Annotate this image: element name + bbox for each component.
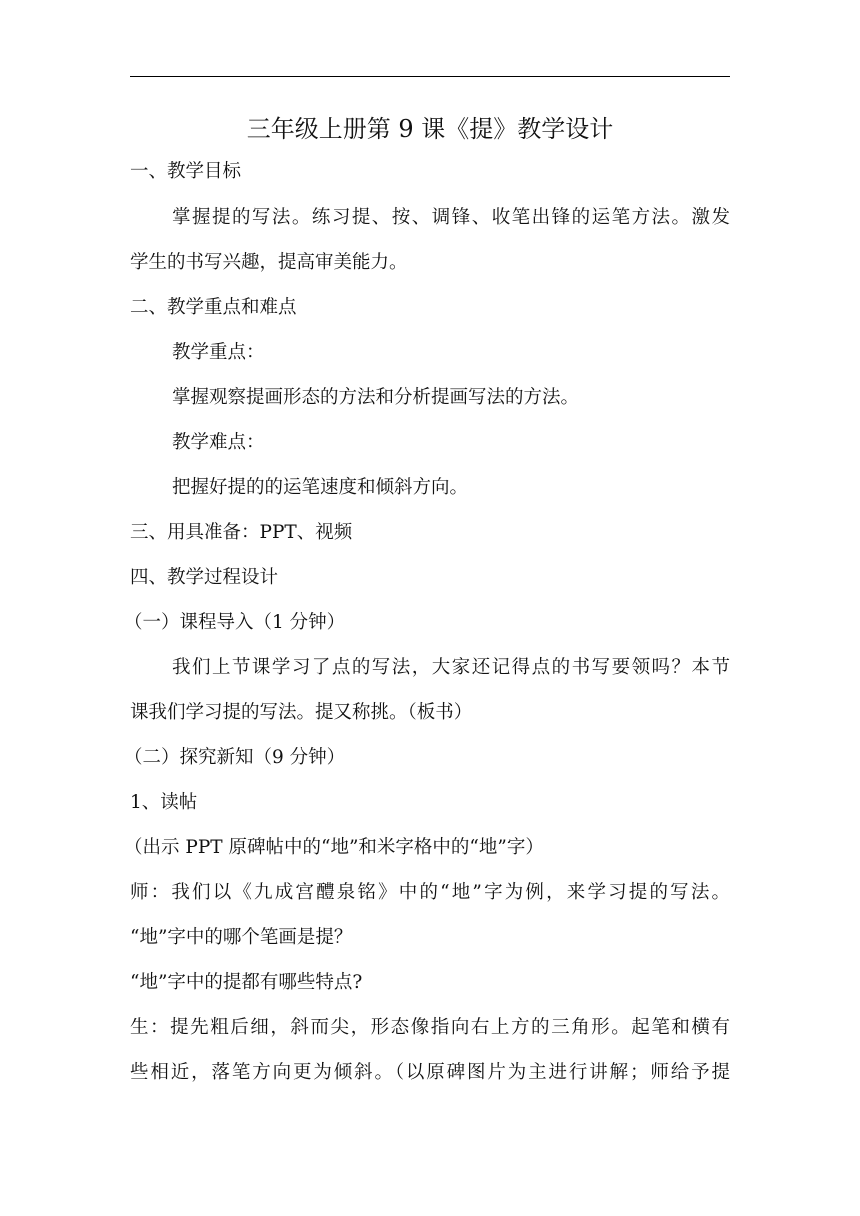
paragraph-line: “地”字中的提都有哪些特点?: [130, 972, 363, 993]
paragraph-line: 我们上节课学习了点的写法，大家还记得点的书写要领吗？本节: [172, 657, 730, 678]
document-title: 三年级上册第 9 课《提》教学设计: [246, 115, 614, 143]
section-heading-materials: 三、用具准备：PPT、视频: [130, 522, 353, 543]
paragraph-line: 些相近，落笔方向更为倾斜。（以原碑图片为主进行讲解；师给予提: [130, 1062, 730, 1083]
header-rule: [130, 76, 730, 77]
subsection-heading-intro: （一）课程导入（1 分钟）: [124, 612, 346, 633]
section-heading-objectives: 一、教学目标: [130, 161, 242, 182]
paragraph-line: 课我们学习提的写法。提又称挑。（板书）: [130, 702, 473, 723]
subheading-key-point: 教学重点：: [172, 342, 265, 363]
section-heading-key-points: 二、教学重点和难点: [130, 297, 297, 318]
paragraph-line: 生：提先粗后细，斜而尖，形态像指向右上方的三角形。起笔和横有: [130, 1017, 730, 1038]
subheading-difficulty: 教学难点：: [172, 432, 265, 453]
paragraph-line: （出示 PPT 原碑帖中的“地”和米字格中的“地”字）: [124, 837, 544, 858]
subsection-heading-explore: （二）探究新知（9 分钟）: [124, 747, 346, 768]
paragraph-line: “地”字中的哪个笔画是提？: [130, 927, 353, 948]
paragraph-line: 把握好提的的运笔速度和倾斜方向。: [172, 477, 469, 498]
item-heading-read: 1、读帖: [130, 792, 198, 813]
paragraph-line: 掌握提的写法。练习提、按、调锋、收笔出锋的运笔方法。激发: [172, 207, 730, 228]
section-heading-process: 四、教学过程设计: [130, 567, 279, 588]
paragraph-line: 学生的书写兴趣，提高审美能力。: [130, 252, 408, 273]
paragraph-line: 师：我们以《九成宫醴泉铭》中的“地”字为例，来学习提的写法。: [130, 882, 730, 903]
paragraph-line: 掌握观察提画形态的方法和分析提画写法的方法。: [172, 387, 580, 408]
